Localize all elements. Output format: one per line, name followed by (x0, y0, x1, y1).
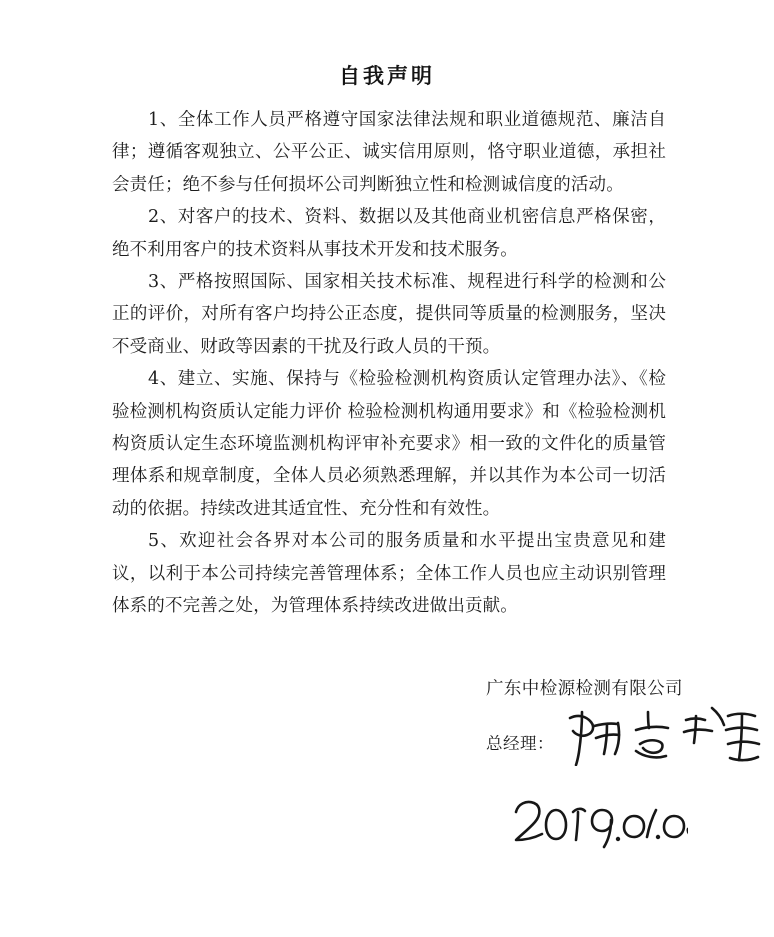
declaration-body (112, 104, 666, 623)
handwritten-date (510, 794, 688, 854)
declaration-paragraph-1: 1、全体工作人员严格遵守国家法律法规和职业道德规范、廉洁自律；遵循客观独立、公平公正、诚实信用原则，恪守职业道德，承担社会责任；绝不参与任何损坏公司判断独立性和检测诚信度的活动。 (112, 110, 666, 195)
manager-signature-row (486, 718, 774, 772)
declaration-paragraph-4: 4、建立、实施、保持与《检验检测机构资质认定管理办法》、《检验检测机构资质认定能力评价 检验检测机构通用要求》和《检验检测机构资质认定生态环境监测机构评审补充要求》相一致的文件化的质量管理体系和规章制度，全体人员必须熟悉理解，并以其作为本公司一切活动的依据。持续改进其适宜性、充分性和有效性。 (112, 369, 666, 519)
page-title: 自我声明 (339, 63, 435, 88)
manager-title-label: 总经理： (486, 734, 554, 753)
signature-block (486, 676, 774, 772)
declaration-paragraph-5: 5、欢迎社会各界对本公司的服务质量和水平提出宝贵意见和建议，以利于本公司持续完善管理体系；全体工作人员也应主动识别管理体系的不完善之处，为管理体系持续改进做出贡献。 (112, 531, 666, 617)
declaration-paragraph-3: 3、严格按照国际、国家相关技术标准、规程进行科学的检测和公正的评价，对所有客户均持公正态度，提供同等质量的检测服务，坚决不受商业、财政等因素的干扰及行政人员的干预。 (112, 272, 666, 357)
company-name: 广东中检源检测有限公司 (486, 679, 683, 699)
declaration-paragraph-2: 2、对客户的技术、资料、数据以及其他商业机密信息严格保密，绝不利用客户的技术资料从事技术开发和技术服务。 (112, 207, 666, 260)
handwritten-signature (560, 704, 764, 770)
